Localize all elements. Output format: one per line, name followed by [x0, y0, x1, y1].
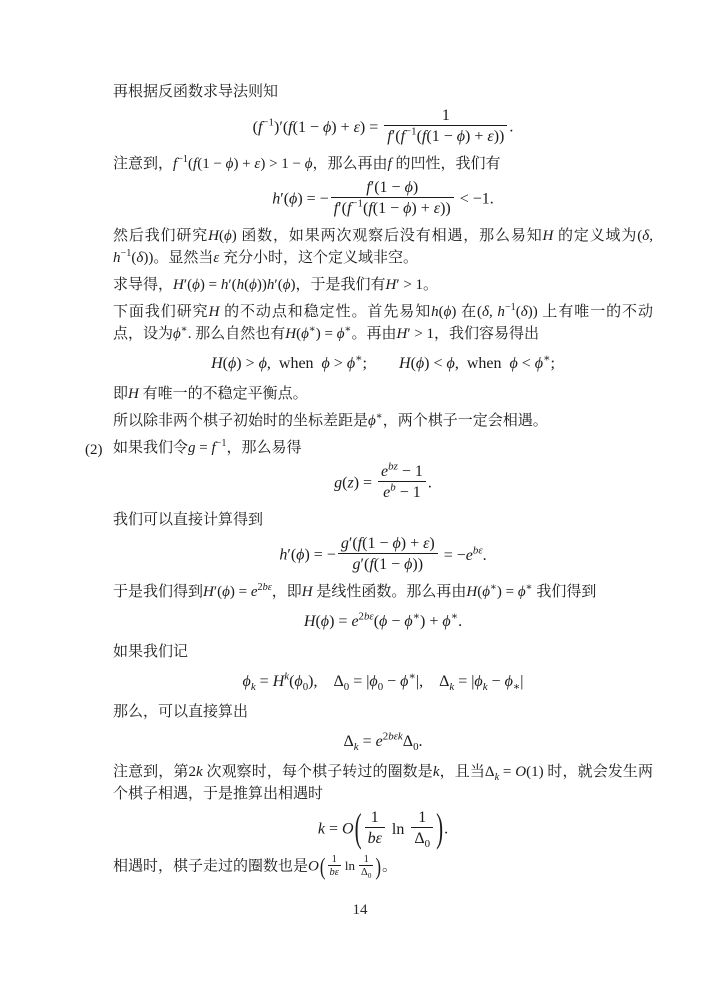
list-item-2 — [85, 437, 653, 459]
fraction — [378, 462, 426, 502]
fraction-denominator: $f'(f^{-1}(f(1 - \phi) + \varepsilon))$ — [384, 125, 507, 146]
paragraph-H-domain: 然后我们研究H(ϕ) 函数，如果两次观察后没有相遇，那么易知H 的定义域为(δ, $h^{-1}(\delta)$)。显然当ε 充分小时，这个定义域非空。 — [113, 228, 653, 266]
paragraph-meet-laps — [113, 852, 653, 881]
item-2-marker: (2) — [85, 442, 103, 458]
ln-operator: ln — [344, 858, 356, 874]
fraction-denominator: $e^b - 1$ — [378, 481, 426, 502]
paragraph-then-compute: 那么，可以直接算出 — [113, 704, 249, 720]
fraction-denominator: $f'(f^{-1}(f(1 - \phi) + \varepsilon))$ — [331, 197, 454, 218]
big-left-paren: ( — [354, 804, 362, 850]
formula-k-bound — [113, 804, 653, 851]
fraction-numerator: 1 — [331, 854, 337, 865]
paragraph-let-g: 如果我们令$g = f^{-1}$，那么易得 — [113, 438, 302, 456]
fraction-denominator: bε — [329, 867, 339, 878]
paragraph-note-concavity: 注意到，$f^{-1}(f(1 - \phi) + \varepsilon) > 1 - \phi$，那么再由f 的凹性，我们有 — [113, 154, 501, 172]
paragraph-direct-compute: 我们可以直接计算得到 — [113, 512, 264, 528]
fraction-denominator: $\Delta_0$ — [361, 867, 372, 881]
paragraph-meet-conclusion: 所以除非两个棋子初始时的坐标差距是ϕ∗，两个棋子一定会相遇。 — [113, 411, 548, 429]
formula-tail: . — [509, 118, 514, 136]
text-tail: 。 — [382, 858, 398, 875]
paragraph-denote: 如果我们记 — [113, 644, 189, 660]
fraction-denominator: $\Delta_0$ — [411, 827, 433, 848]
paragraph-inverse-rule: 再根据反函数求导法则知 — [113, 84, 279, 100]
fraction-numerator: f′(1 − ϕ) — [366, 179, 419, 196]
formula-h-prime-exponential — [113, 536, 653, 576]
fraction-numerator: 1 — [370, 809, 379, 826]
inline-fraction — [328, 854, 341, 878]
fraction — [338, 534, 438, 574]
formula-g-z — [113, 460, 653, 504]
formula-lhs: k = O — [317, 820, 354, 838]
formula-lhs: h′(ϕ) = − — [272, 190, 329, 208]
fraction-numerator: 1 — [363, 854, 369, 865]
fraction — [365, 808, 385, 848]
fraction — [384, 106, 507, 146]
ln-operator: ln — [391, 820, 405, 838]
formula-inverse-derivative — [113, 108, 653, 148]
big-right-paren: ) — [436, 804, 444, 850]
formula-H-linear-form: $H(\phi) = e^{2b\varepsilon}(\phi - \phi^∗) + \phi^∗$. — [303, 610, 463, 630]
fraction-denominator: bε — [365, 827, 385, 848]
paragraph-H-linear: 于是我们得到$H'(\phi) = e^{2b\varepsilon}$，即H 是线性函数。那么再由H(ϕ∗) = ϕ∗ 我们得到 — [113, 582, 597, 600]
fraction — [411, 808, 433, 851]
fraction — [331, 178, 454, 218]
formula-tail: = $-e^{b\varepsilon}$. — [439, 544, 487, 564]
formula-lhs: $(f^{-1})'(f(1 - \phi) + \varepsilon)$ = — [252, 116, 383, 136]
fraction-numerator: g′(f(1 − ϕ) + ε) — [340, 535, 435, 552]
right-paren: ) — [375, 852, 382, 880]
page-number: 14 — [352, 902, 368, 918]
formula-tail: . — [427, 474, 432, 492]
formula-delta-k: $\Delta_k = e^{2b\varepsilon k}\Delta_0$. — [343, 730, 423, 754]
formula-h-prime-bound — [113, 180, 653, 220]
fraction-numerator: $e^{bz} - 1$ — [381, 460, 423, 480]
paragraph-H-derivative: 求导得，H′(ϕ) = h′(h(ϕ))h′(ϕ)，于是我们有H′ > 1。 — [113, 277, 439, 293]
formula-phi-k-definitions: $\phi_k = H^k(\phi_0)$, $\Delta_0 = |\phi_0 - \phi^∗|$, $\Delta_k = |\phi_k - \phi_∗|$ — [242, 670, 524, 694]
paragraph-observation-2k: 注意到，第2k 次观察时，每个棋子转过的圈数是k，且当$\Delta_k = O(1)$ 时，就会发生两个棋子相遇，于是推算出相遇时 — [113, 764, 653, 802]
paragraph-fixed-point: 下面我们研究H 的不动点和稳定性。首先易知h(ϕ) 在(δ, $h^{-1}(\delta)$) 上有唯一的不动点，设为ϕ∗. 那么自然也有H(ϕ∗) = ϕ∗。再由H′ > 1，我们容易得出 — [113, 302, 653, 342]
formula-lhs: g(z) = — [334, 474, 377, 492]
fraction-denominator: g′(f(1 − ϕ)) — [338, 553, 438, 574]
left-paren: ( — [319, 852, 326, 880]
paragraph-unstable-equilibrium: 即H 有唯一的不稳定平衡点。 — [113, 386, 308, 402]
formula-tail: . — [444, 820, 449, 838]
fraction-numerator: 1 — [441, 107, 450, 124]
formula-H-comparison: H(ϕ) > ϕ, when ϕ > ϕ∗; H(ϕ) < ϕ, when ϕ < ϕ∗; — [211, 352, 555, 372]
formula-lhs: h′(ϕ) = − — [279, 546, 336, 564]
fraction-numerator: 1 — [418, 809, 427, 826]
page-content — [85, 76, 653, 884]
text-pre: 相遇时，棋子走过的圈数也是O — [113, 858, 319, 875]
inline-fraction — [359, 854, 373, 881]
formula-tail: < −1. — [455, 190, 494, 208]
